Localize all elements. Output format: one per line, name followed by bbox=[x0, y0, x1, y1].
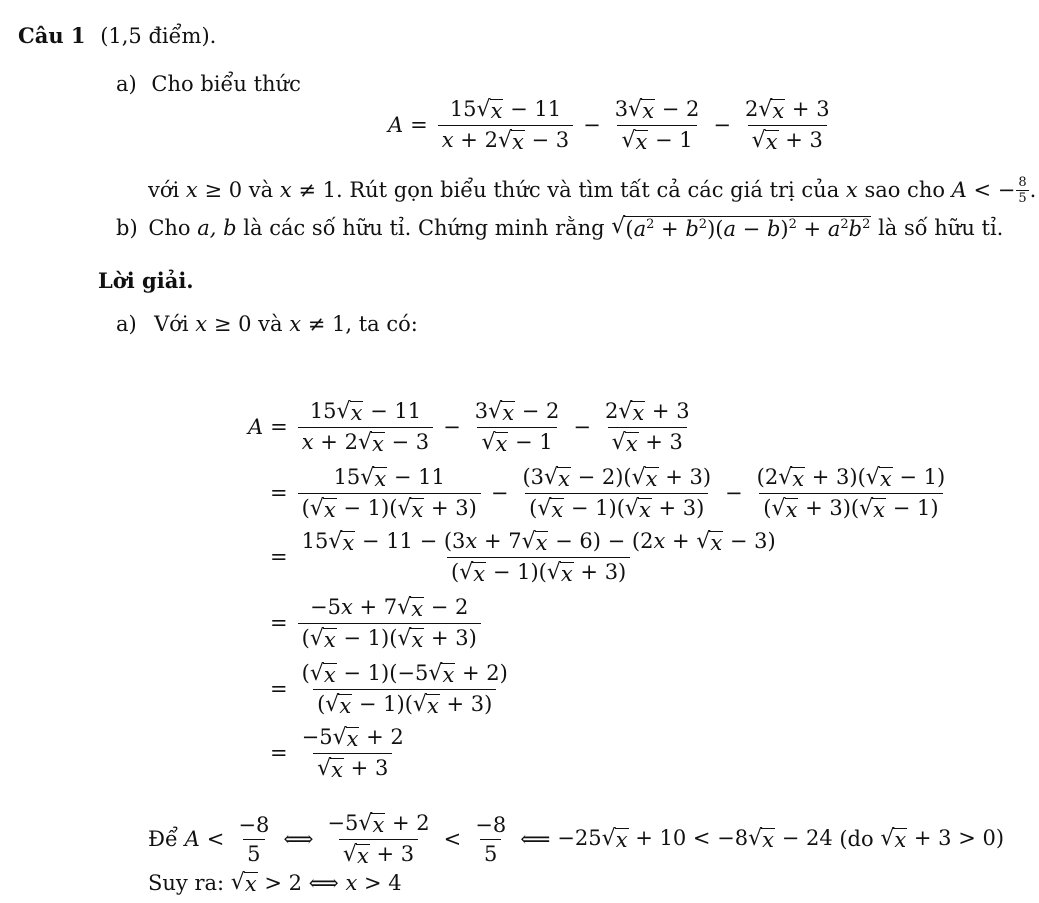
part-b-label: b) bbox=[116, 215, 138, 240]
derivation-line-4: = −5x + 7 √ x − 2 ( √ x − 1)( √ x + 3) bbox=[270, 596, 484, 651]
inequality-line: Để A < $\frac{-8}{5}$ ⟺ −5 √ x + 2 √ x + 3 < $\frac{-8}{5}$ ⟸ −25 √ x + 10 < −8 √ x − 24 (do √ x + 3 > 0) bbox=[148, 811, 1005, 868]
part-a-label: a) bbox=[116, 72, 137, 96]
conclusion-line: Suy ra: √ x > 2 ⟺ x > 4 bbox=[148, 870, 402, 896]
formula-a-display: A = 15 √ x − 11 x + 2 √ x − 3 − 3 √ x − 2 √ x − 1 − 2 √ x + 3 √ x + 3 bbox=[388, 97, 830, 154]
question-header bbox=[18, 25, 216, 47]
part-a-condition: với x ≥ 0 và x ≠ 1. Rút gọn biểu thức và tìm tất cả các giá trị của x sao cho A < − 8 5 . bbox=[148, 175, 1037, 206]
derivation-line-6: = −5 √ x + 2 √ x + 3 bbox=[270, 725, 404, 782]
derivation-line-3: = 15 √ x − 11 − (3x + 7 √ x − 6) − (2x + √ x − 3) ( √ x − 1)( √ x + 3) bbox=[270, 529, 776, 586]
derivation-line-1: A = 15 √ x − 11 x + 2 √ x − 3 − 3 √ x − 2 √ x − 1 − 2 √ x + 3 √ x + 3 bbox=[248, 399, 690, 456]
question-points: (1,5 điểm). bbox=[100, 24, 217, 48]
part-b: b) Cho a, b là các số hữu tỉ. Chứng minh rằng √ $(a^2 + b^2)(a - b)^2 + a^2b^2$ là số hữu tỉ. bbox=[116, 214, 1004, 241]
question-title: Câu 1 bbox=[18, 23, 86, 48]
solution-a-intro: a) Với x ≥ 0 và x ≠ 1, ta có: bbox=[116, 312, 418, 336]
part-a-intro-text: Cho biểu thức bbox=[151, 72, 301, 96]
derivation-line-5: = ( √ x − 1)(−5 √ x + 2) ( √ x − 1)( √ x + 3) bbox=[270, 661, 508, 718]
part-a-intro bbox=[116, 74, 301, 95]
solution-title: Lời giải. bbox=[98, 268, 194, 293]
derivation-line-2: = 15 √ x − 11 ( √ x − 1)( √ x + 3) − (3 √ x − 2)( √ x + 3) ( √ x − 1)( √ x + 3) − (2 √ x + 3)( √ x − 1) ( √ x + 3)( √ x − 1) bbox=[270, 465, 946, 522]
